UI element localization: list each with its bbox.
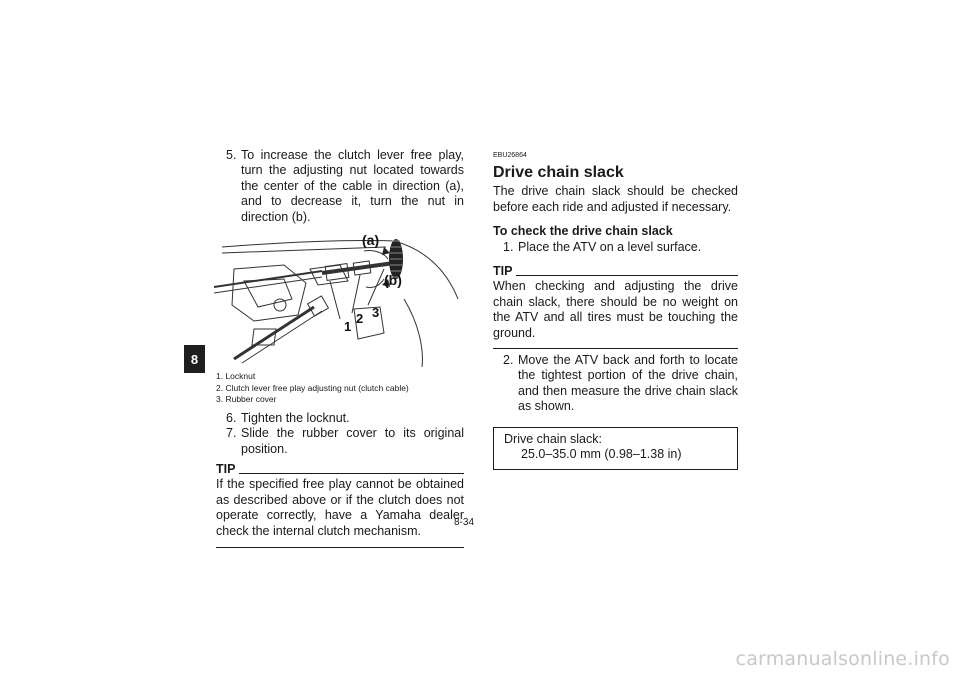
step-7 <box>216 426 464 457</box>
page-number: 8-34 <box>454 517 475 528</box>
tip-header <box>493 264 738 279</box>
step-number: 1. <box>503 239 514 254</box>
step-number: 6. <box>226 410 237 425</box>
tip-end-rule <box>493 348 738 349</box>
watermark: carmanualsonline.info <box>735 648 950 670</box>
spec-value: 25.0–35.0 mm (0.98–1.38 in) <box>521 447 682 462</box>
caption-2: 2. Clutch lever free play adjusting nut (clutch cable) <box>216 382 409 393</box>
step-2 <box>493 353 738 415</box>
callout-2: 2 <box>356 311 364 327</box>
step-5 <box>216 148 464 225</box>
spec-label: Drive chain slack: <box>504 431 602 446</box>
caption-3: 3. Rubber cover <box>216 394 277 405</box>
callout-3: 3 <box>372 305 380 321</box>
tip-end-rule <box>216 547 464 548</box>
step-number: 7. <box>226 426 237 441</box>
caption-1: 1. Locknut <box>216 371 256 382</box>
callout-1: 1 <box>344 319 352 335</box>
tip-label: TIP <box>493 264 513 279</box>
section-code: EBU26864 <box>493 152 527 159</box>
direction-a-label: (a) <box>362 232 380 249</box>
tip-rule <box>516 275 738 276</box>
tip-text: If the specified free play cannot be obtained as described above or if the clutch does not operate correctly, have a Yamaha dealer check the internal clutch mechanism. <box>216 477 464 538</box>
step-text: Place the ATV on a level surface. <box>518 239 702 254</box>
tip-rule <box>239 473 464 474</box>
step-text: To increase the clutch lever free play, turn the adjusting nut located towards the center of the cable in direction (a), and to decrease it, turn the nut in direction (b). <box>241 148 464 224</box>
clutch-cable-illustration <box>214 229 462 367</box>
spec-box <box>493 427 738 470</box>
figure-captions <box>216 371 464 406</box>
section-heading: Drive chain slack <box>493 164 624 182</box>
subheading: To check the drive chain slack <box>493 224 673 239</box>
chapter-tab: 8 <box>184 345 205 373</box>
step-number: 2. <box>503 353 514 368</box>
tip-text: When checking and adjusting the drive chain slack, there should be no weight on the ATV and all tires must be touching the ground. <box>493 279 738 340</box>
step-text: Tighten the locknut. <box>241 410 350 425</box>
step-text: Move the ATV back and forth to locate the tightest portion of the drive chain, and then measure the drive chain slack as shown. <box>518 353 738 414</box>
step-text: Slide the rubber cover to its original position. <box>241 426 464 456</box>
left-column <box>216 148 464 548</box>
intro-paragraph: The drive chain slack should be checked before each ride and adjusted if necessary. <box>493 184 738 214</box>
tip-header <box>216 462 464 477</box>
right-column <box>493 148 738 470</box>
step-6 <box>216 411 464 426</box>
tip-label: TIP <box>216 462 236 477</box>
step-number: 5. <box>226 148 237 162</box>
direction-b-label: (b) <box>384 272 402 289</box>
clutch-cable-figure <box>214 229 462 367</box>
step-1 <box>493 240 738 255</box>
